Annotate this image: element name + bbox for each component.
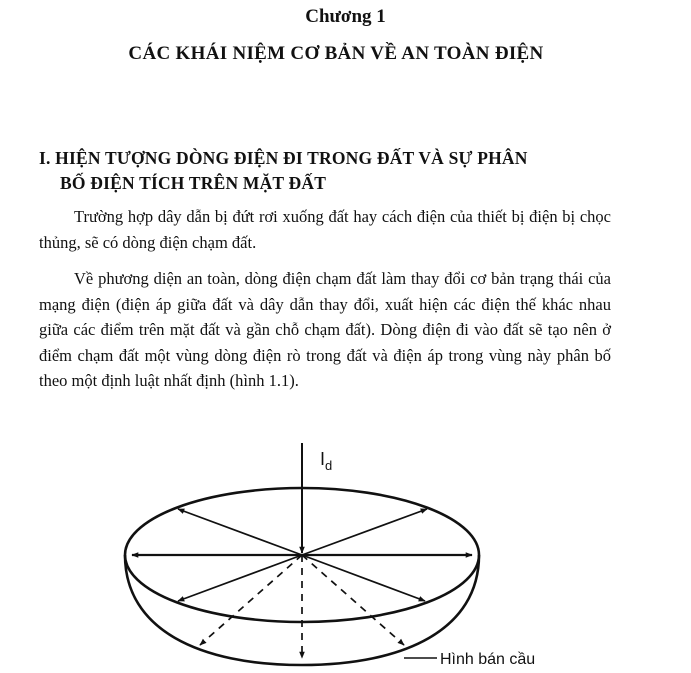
chapter-title: CÁC KHÁI NIỆM CƠ BẢN VỀ AN TOÀN ĐIỆN bbox=[128, 43, 544, 64]
section-heading-line-2: BỐ ĐIỆN TÍCH TRÊN MẶT ĐẤT bbox=[60, 173, 327, 193]
section-heading-line-1: I. HIỆN TƯỢNG DÒNG ĐIỆN ĐI TRONG ĐẤT VÀ SỰ PHÂN bbox=[39, 148, 528, 168]
hemisphere-label: Hình bán cầu bbox=[440, 651, 536, 668]
paragraph-1: Trường hợp dây dẫn bị đứt rơi xuống đất hay cách điện của thiết bị điện bị chọc thủng, sẽ có dòng điện chạm đất. bbox=[39, 207, 611, 252]
underground-current-arrows bbox=[200, 555, 404, 658]
section-heading bbox=[39, 146, 639, 196]
current-subscript: d bbox=[325, 458, 333, 473]
paragraph-2: Về phương diện an toàn, dòng điện chạm đất làm thay đổi cơ bản trạng thái của mạng điện (điện áp giữa đất và dây dẫn thay đổi, xuất hiện các điện thế khác nhau giữa các điểm trên mặt đất và gần chỗ chạm đất). Dòng điện đi vào đất sẽ tạo nên ở điểm chạm đất một vùng dòng điện rò trong đất và điện áp trong vùng này phân bố theo một định luật nhất định (hình 1.1). bbox=[39, 269, 611, 390]
current-symbol: I bbox=[320, 449, 326, 469]
current-label bbox=[320, 449, 332, 473]
hemisphere-current-figure bbox=[0, 430, 691, 673]
chapter-heading: Chương 1 bbox=[305, 6, 386, 27]
